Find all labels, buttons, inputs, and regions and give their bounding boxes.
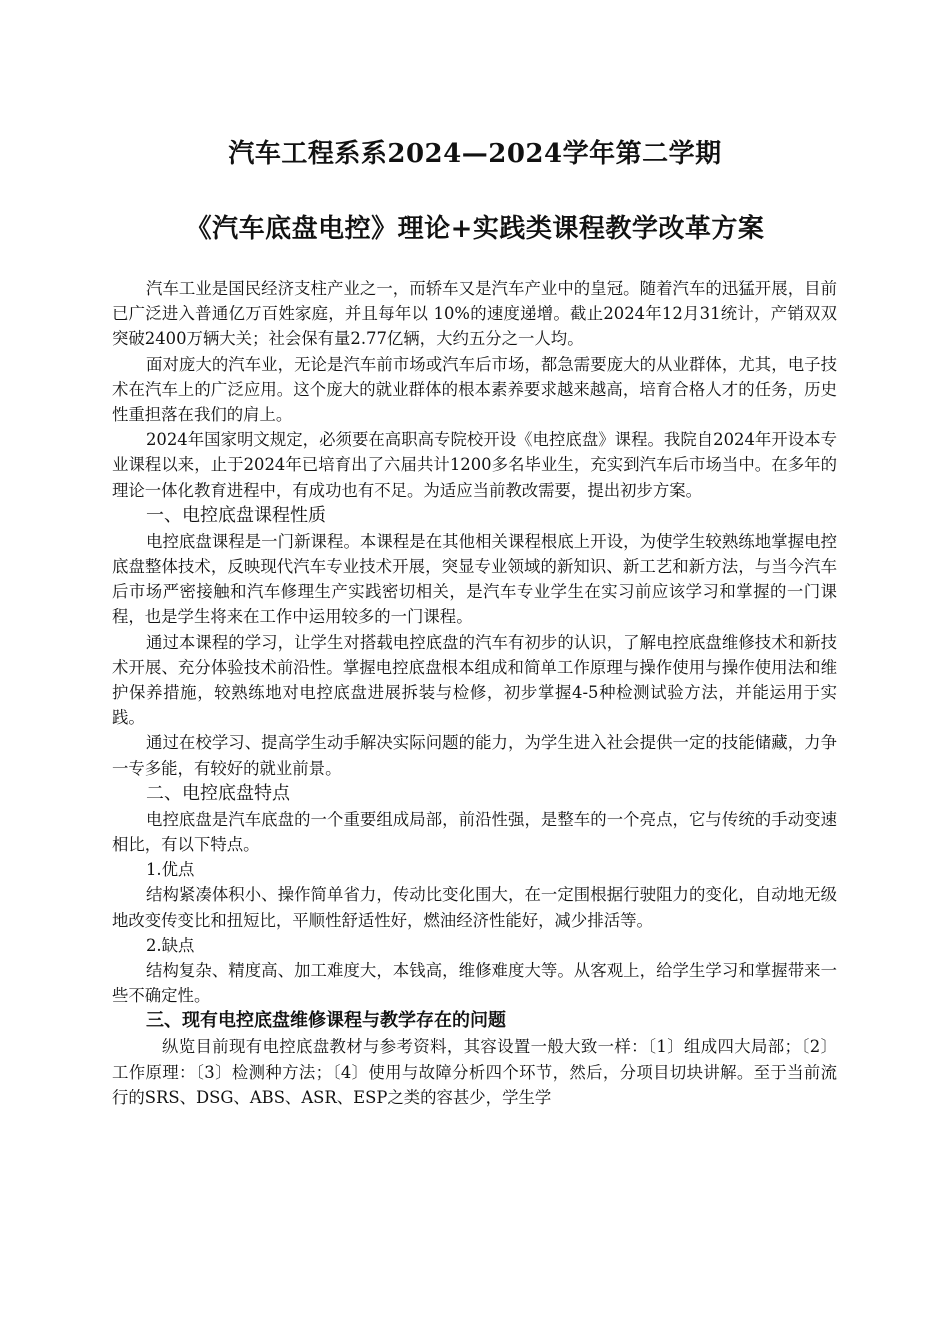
section-heading-3: 三、现有电控底盘维修课程与教学存在的问题 (146, 1010, 506, 1032)
paragraph-disadvantages: 结构复杂、精度高、加工难度大，本钱高，维修难度大等。从客观上，给学生学习和掌握带来一些不确定性。 (112, 961, 837, 1006)
section-heading-1: 一、电控底盘课程性质 (146, 504, 326, 526)
paragraph-advantages: 结构紧凑体积小、操作简单省力，传动比变化围大，在一定围根据行驶阻力的变化，自动地无级地改变传变比和扭短比，平顺性舒适性好，燃油经济性能好，减少排活等。 (112, 885, 837, 930)
paragraph-regulation: 2024年国家明文规定，必须要在高职高专院校开设《电控底盘》课程。我院自2024年开设本专业课程以来，止于2024年已培育出了六届共计1200多名毕业生，充实到汽车后市场当中。在多年的理论一体化教育进程中，有成功也有不足。为适应当前教改需要，提出初步方案。 (112, 430, 837, 500)
paragraph-intro: 汽车工业是国民经济支柱产业之一，而轿车又是汽车产业中的皇冠。随着汽车的迅猛开展，目前已广泛进入普通亿万百姓家庭，并且每年以 10%的速度递增。截止2024年12月31统计，产销双双突破2400万辆大关；社会保有量2.77亿辆，大约五分之一人均。 (112, 279, 837, 349)
paragraph-features: 电控底盘是汽车底盘的一个重要组成局部，前沿性强，是整车的一个亮点，它与传统的手动变速相比，有以下特点。 (112, 809, 837, 855)
list-item-advantages: 1.优点 (146, 860, 195, 880)
paragraph-industry: 面对庞大的汽车业，无论是汽车前市场或汽车后市场，都急需要庞大的从业群体，尤其，电子技术在汽车上的广泛应用。这个庞大的就业群体的根本素养要求越来越高，培育合格人才的任务，历史性重担落在我们的肩上。 (112, 354, 837, 425)
paragraph-problems: 纵览目前现有电控底盘教材与参考资料，其容设置一般大致一样：〔1〕组成四大局部；〔2〕工作原理：〔3〕检测种方法；〔4〕使用与故障分析四个环节，然后，分项目切块讲解。至于当前流行的SRS、DSG、ABS、ASR、ESP之类的容甚少，学生学 (112, 1037, 837, 1107)
paragraph-course-nature: 电控底盘课程是一门新课程。本课程是在其他相关课程根底上开设，为使学生较熟练地掌握电控底盘整体技术，反映现代汽车专业技术开展，突显专业领域的新知识、新工艺和新方法，与当今汽车后市场严密接触和汽车修理生产实践密切相关，是汽车专业学生在实习前应该学习和掌握的一门课程，也是学生将来在工作中运用较多的一门课程。 (112, 531, 837, 627)
paragraph-course-goals: 通过本课程的学习，让学生对搭载电控底盘的汽车有初步的认识，了解电控底盘维修技术和新技术开展、充分体验技术前沿性。掌握电控底盘根本组成和简单工作原理与操作使用与操作使用法和维护保养措施，较熟练地对电控底盘进展拆装与检修，初步掌握4-5种检测试验方法，并能运用于实践。 (112, 632, 837, 728)
document-subtitle: 《汽车底盘电控》理论+实践类课程教学改革方案 (185, 214, 765, 244)
paragraph-course-outcome: 通过在校学习、提高学生动手解决实际问题的能力，为学生进入社会提供一定的技能储藏，力争一专多能，有较好的就业前景。 (112, 733, 837, 778)
document-title: 汽车工程系系2024—2024学年第二学期 (228, 139, 722, 169)
list-item-disadvantages: 2.缺点 (146, 935, 195, 955)
section-heading-2: 二、电控底盘特点 (146, 782, 290, 804)
document-body (112, 276, 837, 1110)
